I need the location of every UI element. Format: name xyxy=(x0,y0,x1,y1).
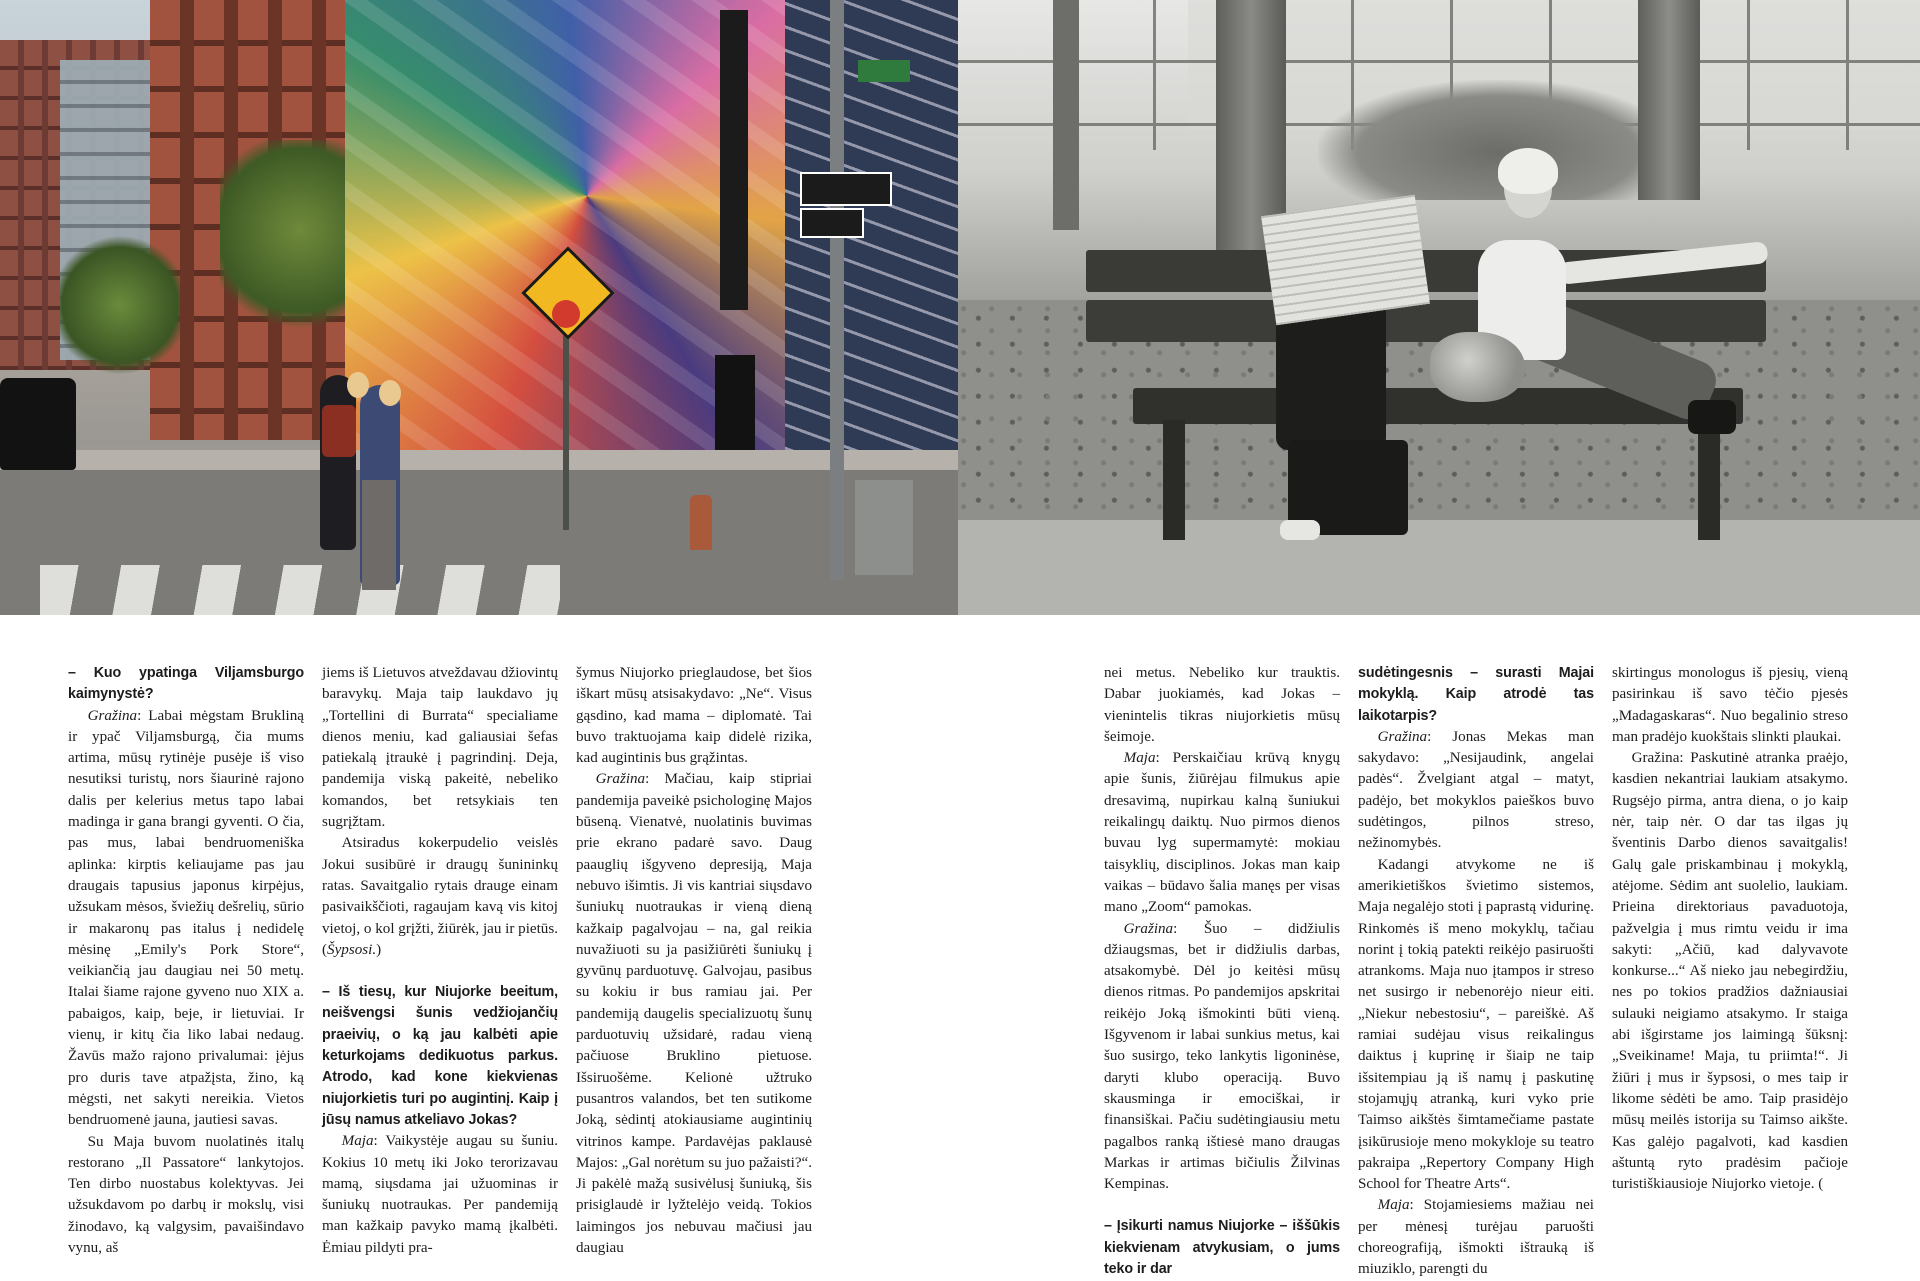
continued-paragraph: nei metus. Nebeliko kur trauktis. Dabar juokiamės, kad Jokas – vienintelis tikras niujorkietis mūsų šeimoje. xyxy=(1104,665,1340,745)
speaker-name: Maja xyxy=(341,1133,374,1150)
body-paragraph: Su Maja buvom nuolatinės italų restorano „Il Passatore“ lankytojos. Ten dirbo nuostabus kolektyvas. Jei užsukdavom po darbų ir mokslų, visi žinodavo, ką valgysim, pavaišindavo vynu, aš xyxy=(68,1133,304,1257)
answer-text: : Perskaičiau krūvą knygų apie šunis, žiūrėjau filmukus apie dresavimą, nupirkau kalną šuniukui reikalingų daiktų. Nuo pirmos dienos buvau lyg supermamytė: mokiau taisyklių, disciplinos. Jokas man kaip vaikas – būdavo šalia manęs per visas mano „Zoom“ pamokas. xyxy=(1104,750,1340,916)
speaker-name: Maja xyxy=(1123,750,1156,767)
answer-text: : Labai mėgstam Brukliną ir ypač Viljamsburgą, čia mums artima, mūsų rytinėje pusėje iš viso nesutiksi turistų, nors šiaurinė rajono dalis per kelerius metus tapo labai madinga ir gana brangi gyventi. O čia, pas mus, labai bendruomeniška aplinka: kirptis keliaujame pas jau draugais tapusius japonus kirpėjus, užsukam mėsos, šviežių dešrelių, sūrio ir makaronų pas italus į nedidelę mėsinę „Emily's Pork Store“, veikiančią jau daugiau nei 50 metų. Italai šiame rajone gyveno nuo XIX a. pabaigos, kaip, beje, ir lietuviai. Ir vienų, ir kitų čia liko labai nedaug. Žavūs mažo rajono privalumai: įėjus pro duris tave atpažįsta, žino, ką mėgsti, net sakyti nereikia. Vietos bendruomenė jauna, jautiesi savas. xyxy=(68,707,304,1129)
body-paragraph: Gražina: Paskutinė atranka praėjo, kasdien nekantriai laukiam atsakymo. Rugsėjo pirma, antra diena, o jo kaip nėr, taip nėr. O dar tas ilgas jų šventinis Darbo dienos savaitgalis! Galų gale priskambinau į mokyklą, atėjome. Sėdim ant suolelio, laukiam. Prieina direktoriaus pavaduotoja, pažvelgia į mus rimtu veidu ir ima sakyti: „Ačiū, kad dalyvavote konkurse...“ Aš nieko jau nebegirdžiu, nes po tokios pradžios dažniausiai sulauki neigiamo atsakymo. Ir staiga abi išgirstame jos laimingą šūksnį: „Sveikiname! Maja, tu priimta!“. Ji žiūri į mus ir šypsosi, o mes taip ir likome sėdėti be amo. Taip prasidėjo mūsų meilės istorija su Taimso aikšte. Kas galėjo pagalvoti, kad kasdien aštuntą ryto pradėsim pačioje turistiškiausioje Niujorko vietoje. ( xyxy=(1612,750,1848,1193)
car xyxy=(0,378,76,470)
speaker-name: Gražina xyxy=(87,707,138,724)
continued-paragraph: šymus Niujorko prieglaudose, bet šios iškart mūsų atsisakydavo: „Ne“. Visus gąsdino, kad mama – diplomatė. Tai buvo traktuojama kaip didelė rizika, kad augintinis bus grąžintas. xyxy=(576,665,812,767)
body-paragraph xyxy=(322,833,558,961)
head xyxy=(379,380,401,406)
bench-backrest xyxy=(1086,300,1766,342)
crosswalk xyxy=(40,565,560,615)
continued-paragraph: skirtingus monologus iš pjesių, vieną pasirinkau iš savo tėčio pjesės „Madagaskaras“. Nuo begalinio streso man pradėjo kuokštais slinkti plaukai. xyxy=(1612,665,1848,745)
interview-answer xyxy=(1358,727,1594,855)
shoe xyxy=(1280,520,1320,540)
tree-trunk xyxy=(1053,0,1079,230)
interview-answer xyxy=(1358,1195,1594,1280)
answer-text: : Stojamiesiems mažiau nei per mėnesį turėjau paruošti choreografiją, išmokti ištrauką iš miuziklo, parengti du xyxy=(1358,1197,1594,1278)
street-tree xyxy=(60,230,180,380)
street-name-sign xyxy=(858,60,910,82)
speaker-name: Gražina xyxy=(1123,920,1174,937)
text-column-4 xyxy=(1104,663,1340,1280)
fire-hydrant xyxy=(690,495,712,550)
interview-question: sudėtingesnis – surasti Majai mokyklą. Kaip atrodė tas laikotarpis? xyxy=(1358,665,1594,724)
dog xyxy=(1430,332,1525,402)
stage-note: Šypsosi. xyxy=(327,941,377,958)
paragraph-end: ) xyxy=(376,941,382,958)
hair xyxy=(1498,148,1558,194)
park-bench-photo xyxy=(958,0,1920,615)
handbag xyxy=(322,405,356,457)
interview-answer xyxy=(576,769,812,1259)
paragraph-text: Atsiradus kokerpudelio veislės Jokui susibūrė ir draugų šunininkų ratas. Savaitgalio rytais drauge einam pasivaikščioti, ragaujam kavą vis kitoj vietoj, o kol grįžti, žiūrėk, jau ir pietūs. ( xyxy=(322,835,558,958)
interview-answer xyxy=(1104,748,1340,918)
bench-leg xyxy=(1163,420,1185,540)
text-column-1 xyxy=(68,663,304,1259)
one-way-sign xyxy=(800,208,864,238)
newspaper xyxy=(1261,195,1430,326)
street-pole xyxy=(830,0,844,580)
trousers xyxy=(362,480,396,590)
stop-symbol xyxy=(552,300,580,328)
interview-answer xyxy=(322,1131,558,1259)
text-column-3 xyxy=(576,663,812,1259)
text-column-6 xyxy=(1612,663,1848,1195)
answer-text: : Vaikystėje augau su šuniu. Kokius 10 metų iki Joko terorizavau mamą, siųsdama jai užuominas ir šuniukų nuotraukas. Per pandemiją man kažkaip pavyko mamą įkalbėti. Ėmiau pildyti pra- xyxy=(322,1133,558,1256)
bushes xyxy=(1318,80,1678,200)
trash-bin xyxy=(855,480,913,575)
speaker-name: Gražina xyxy=(1377,728,1428,745)
interview-answer xyxy=(1104,919,1340,1196)
tree-trunk xyxy=(1638,0,1700,200)
bench-leg xyxy=(1698,420,1720,540)
answer-text: : Jonas Mekas man sakydavo: „Nesijaudink, angelai padės“. Žvelgiant atgal – matyt, padėjo, bet mokyklos paieškos buvo sudėtingos, pilnos streso, nežinomybės. xyxy=(1358,728,1594,852)
vertical-banner xyxy=(720,10,748,310)
pedestrian xyxy=(320,375,356,550)
answer-text: : Mačiau, kaip stipriai pandemija paveikė psichologinę Majos būseną. Vienatvė, nuolatinis buvimas prie ekrano padarė savo. Daug paauglių išgyveno depresiją, Maja nebuvo išimtis. Ji vis kantriai siųsdavo šuniukų nuotraukas ir vieną dieną kažkaip pagalvojau – na, gal reikia nuvažiuoti su ja pasižiūrėti šuniukų į gyvūnų parduotuvę. Galvojau, pasibus su kokiu ir bus ramiau jai. Per pandemiją daugelis specializuotų šunų parduotuvių užsidarė, radau vieną pačiuose Bruklino pietuose. Išsiruošėme. Kelionė užtruko pusantros valandos, bet ten sutikome Joką, sėdintį atokiausiame augintinių vitrinos kampe. Pardavėjas paklausė Majos: „Gal norėtum su juo pažaisti?“. Ji pakėlė mažą susivėlusį šuniuką, šis prisiglaudė ir lyžtelėjo veidą. Tokios laimingos jos nebuvau mačiusi jau daugiau xyxy=(576,771,812,1257)
interview-answer xyxy=(68,706,304,1132)
head xyxy=(347,372,369,398)
text-column-5 xyxy=(1358,663,1594,1281)
text-column-2 xyxy=(322,663,558,1259)
answer-text: : Šuo – didžiulis džiaugsmas, bet ir didžiulis darbas, atsakomybė. Dėl jo keitėsi mūsų dienos ritmas. Po pandemijos apskritai reikėjo Joką išmokinti būti vieną. Išgyvenom ir labai sunkius metus, kai šuo susirgo, teko lankytis ligoninėse, daryti klubo operaciją. Buvo skausminga ir emociškai, ir finansiškai. Pačiu sudėtingiausiu metu pagalbos ranką ištiesė mano draugas Markas ir artimas bičiulis Žilvinas Kempinas. xyxy=(1104,920,1340,1193)
interview-question: – Kuo ypatinga Viljamsburgo kaimynystė? xyxy=(68,665,304,703)
body-paragraph: Kadangi atvykome ne iš amerikietiškos švietimo sistemos, Maja negalėjo stoti į paprastą vidurinę. Rinkomės iš meno mokyklų, tačiau norint į tokią patekti reikėjo pasiruošti atrankoms. Maja nuo įtampos ir streso net susirgo ir nebenorėjo nieur eiti. „Niekur nebestosiu“, – pareiškė. Aš ramiai sudėjau visus reikalingus daiktus į kuprinę ir šiaip ne taip išsitempiau ją iš namų į paskutinę stojamųjų atranką, kuri vyko prie Taimso aikštės šimtamečiame pastate įsikūrusioje meno mokykloje su teatro pakraipa „Repertory Company High School for Theatre Arts“. xyxy=(1358,856,1594,1193)
boot xyxy=(1688,400,1736,434)
speaker-name: Maja xyxy=(1377,1197,1410,1214)
interview-question: – Iš tiesų, kur Niujorke beeitum, neišvengsi šunis vedžiojančių praeivių, o ką jau kalbėti apie keturkojams dedikuotus parkus. Atrodo, kad kone kiekvienas niujorkietis turi po augintinį. Kaip į jūsų namus atkeliavo Jokas? xyxy=(322,984,558,1128)
one-way-sign xyxy=(800,172,892,206)
interview-question: – Įsikurti namus Niujorke – iššūkis kiekvienam atvykusiam, o jums teko ir dar xyxy=(1104,1218,1340,1278)
path xyxy=(958,520,1920,615)
continued-paragraph: jiems iš Lietuvos atveždavau džiovintų baravykų. Maja taip laukdavo jų „Tortellini di Burrata“ specialiame dienos meniu, kad galiausiai šefas patiekalą įtraukė į pagrindinį. Deja, pandemija viską pakeitė, nebeliko komandos, bet retsykiais ten sugrįžtam. xyxy=(322,665,558,831)
street-photo xyxy=(0,0,958,615)
speaker-name: Gražina xyxy=(595,771,646,788)
